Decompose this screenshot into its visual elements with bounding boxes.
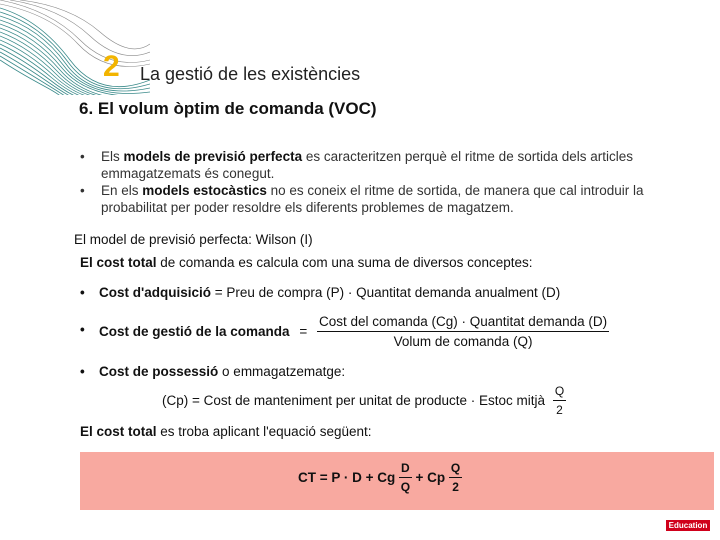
outro-line	[80, 424, 372, 439]
slide-number: 2	[103, 50, 120, 83]
bullet-text: En els	[101, 183, 143, 198]
holding-numerator: Q	[553, 384, 566, 401]
bullet-list	[80, 148, 680, 216]
ct-fraction-2	[449, 461, 462, 494]
publisher-logo: Education	[666, 520, 710, 531]
outro-text: es troba aplicant l'equació següent:	[156, 424, 372, 439]
ct-plus: + Cp	[415, 470, 446, 485]
bullet-item	[80, 182, 680, 216]
management-equals: =	[299, 324, 308, 339]
intro-line	[80, 255, 532, 270]
holding-expression-line	[162, 384, 566, 417]
ct-fraction-1	[399, 461, 412, 494]
holding-expression: (Cp) = Cost de manteniment per unitat de producte · Estoc mitjà	[162, 393, 546, 408]
bullet-item	[80, 148, 680, 182]
bullet-text: no es coneix el ritme de sortida, de manera que cal introduir la probabilitat per poder resoldre els diferents problemes de magatzem.	[101, 183, 644, 215]
bullet-text: es caracteritzen perquè el ritme de sortida dels articles emmagatzemats és conegut.	[101, 149, 633, 181]
acquisition-label: Cost d'adquisició	[99, 285, 211, 300]
holding-cost-line	[80, 364, 345, 379]
ct-fraction-1-denominator: Q	[400, 480, 411, 494]
holding-fraction	[553, 384, 566, 417]
ct-fraction-2-denominator: 2	[452, 480, 459, 494]
formula-bullet: •	[80, 322, 85, 337]
holding-text: o emmagatzematge:	[218, 364, 346, 379]
management-numerator: Cost del comanda (Cg) · Quantitat demanda (D)	[317, 314, 609, 332]
intro-bold: El cost total	[80, 255, 157, 270]
subheading: El model de previsió perfecta: Wilson (I)	[74, 232, 313, 247]
bullet-bold-term: models de previsió perfecta	[123, 149, 303, 164]
management-fraction	[317, 314, 609, 349]
total-cost-box	[80, 452, 714, 510]
formula-bullet: •	[80, 364, 85, 379]
management-cost-line	[80, 314, 609, 349]
total-cost-formula	[298, 461, 462, 494]
decorative-wave-art	[0, 0, 150, 95]
holding-label: Cost de possessió	[99, 364, 219, 379]
bullet-bold-term: models estocàstics	[142, 183, 267, 198]
intro-text: de comanda es calcula com una suma de diversos conceptes:	[156, 255, 533, 270]
ct-fraction-2-numerator: Q	[449, 461, 462, 478]
slide-title: La gestió de les existències	[140, 64, 361, 84]
ct-lhs: CT = P · D + Cg	[298, 470, 396, 485]
outro-bold: El cost total	[80, 424, 157, 439]
ct-fraction-1-numerator: D	[399, 461, 412, 478]
section-heading: 6. El volum òptim de comanda (VOC)	[79, 99, 377, 118]
formula-panel	[80, 252, 660, 444]
bullet-marker: •	[80, 183, 85, 198]
management-label: Cost de gestió de la comanda	[99, 324, 290, 339]
bullet-text: Els	[101, 149, 124, 164]
management-denominator: Volum de comanda (Q)	[393, 334, 533, 349]
acquisition-cost-line	[80, 285, 560, 300]
bullet-marker: •	[80, 149, 85, 164]
holding-denominator: 2	[556, 403, 563, 417]
acquisition-expression: = Preu de compra (P) · Quantitat demanda anualment (D)	[214, 285, 561, 300]
formula-bullet: •	[80, 285, 85, 300]
